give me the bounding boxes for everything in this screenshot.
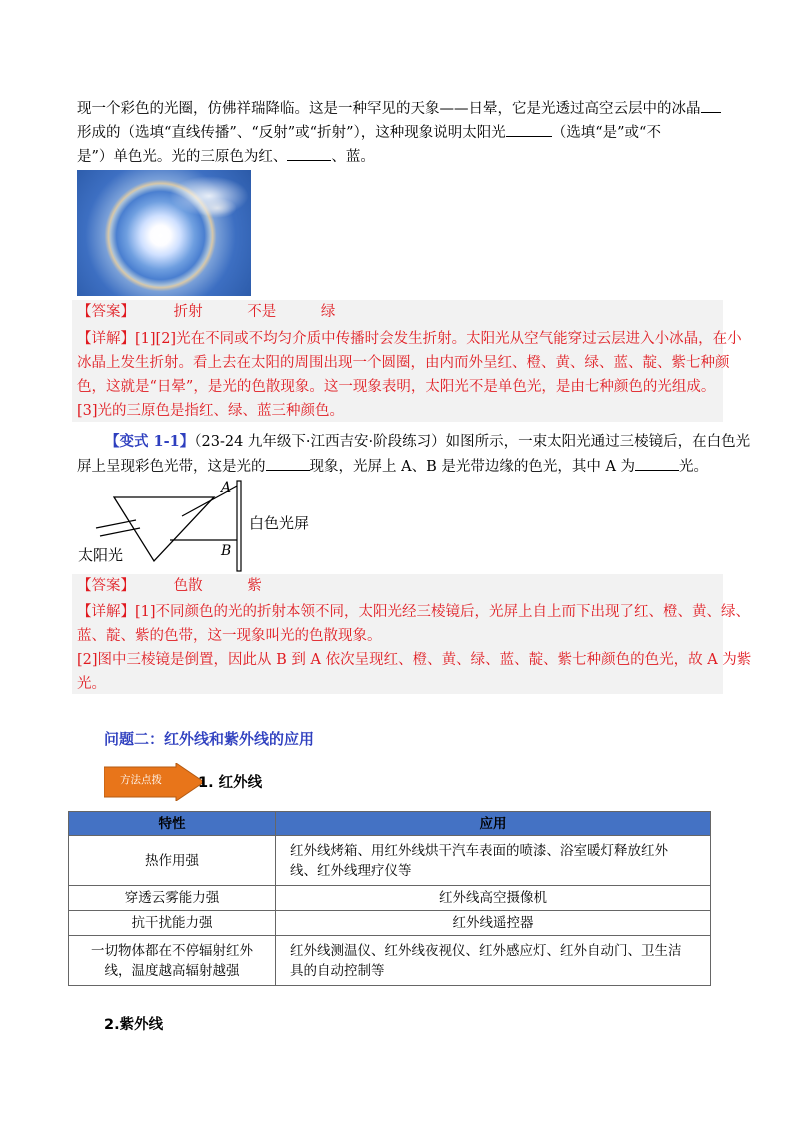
detail-1-line-2: 冰晶上发生折射。看上去在太阳的周围出现一个圆圈，由内而外呈红、橙、黄、绿、蓝、靛、紫七种颜 (77, 355, 730, 371)
section-2-title: 问题二：红外线和紫外线的应用 (104, 730, 315, 748)
label-b: B (221, 543, 232, 559)
table-row (69, 836, 711, 886)
method-badge-label: 方法点拨 (120, 774, 162, 786)
blank-5 (635, 456, 679, 471)
answer-1-line: 【答案】 折射 不是 绿 (77, 304, 336, 320)
detail-2-line-3: [2]图中三棱镜是倒置，因此从 B 到 A 依次呈现红、橙、黄、绿、蓝、靛、紫七种颜色的色光，故 A 为紫 (77, 652, 752, 668)
detail-2-line-1: 【详解】[1]不同颜色的光的折射本领不同，太阳光经三棱镜后，光屏上自上而下出现了红、橙、黄、绿、 (77, 604, 751, 620)
label-a: A (221, 480, 232, 496)
blank-3 (287, 146, 331, 161)
detail-2-line-2: 蓝、靛、紫的色带，这一现象叫光的色散现象。 (77, 628, 382, 644)
table-row (69, 936, 711, 986)
subsection-infrared: 1. 红外线 (198, 775, 263, 791)
white-screen (237, 481, 241, 571)
blank-1 (701, 98, 721, 113)
screen-label: 白色光屏 (249, 514, 310, 532)
incoming-ray-1 (96, 520, 136, 528)
intro-line-2: 形成的（选填“直线传播”、“反射”或“折射”），这种现象说明太阳光 （选填“是”或“不 (77, 122, 661, 143)
variant-tag: 【变式 1-1】 (105, 433, 195, 450)
subsection-ultraviolet: 2.紫外线 (104, 1017, 164, 1033)
table-row (69, 911, 711, 936)
infrared-table (68, 811, 711, 986)
variant-line-2: 屏上呈现彩色光带，这是光的 现象，光屏上 A、B 是光带边缘的色光，其中 A 为 光。 (77, 456, 708, 477)
incoming-ray-2 (100, 528, 140, 536)
intro-line-3: 是”）单色光。光的三原色为红、 、蓝。 (77, 146, 375, 167)
detail-1-line-1: 【详解】[1][2]光在不同或不均匀介质中传播时会发生折射。太阳光从空气能穿过云层进入小冰晶，在小 (77, 331, 742, 347)
header-application: 应用 (276, 812, 711, 836)
blank-2 (506, 122, 552, 137)
application-cell: 红外线测温仪、红外线夜视仪、红外感应灯、红外自动门、卫生洁 具的自动控制等 (276, 936, 711, 986)
header-feature: 特性 (69, 812, 276, 836)
sun-halo-photo (77, 170, 251, 296)
sun-label: 太阳光 (78, 546, 124, 564)
detail-1-line-4: [3]光的三原色是指红、绿、蓝三种颜色。 (77, 403, 345, 419)
application-cell: 红外线遥控器 (276, 911, 711, 936)
answer-2-line: 【答案】 色散 紫 (77, 578, 262, 594)
variant-line-1: 【变式 1-1】（23-24 九年级下·江西吉安·阶段练习）如图所示，一束太阳光通过三棱镜后，在白色光 (105, 433, 751, 450)
blank-4 (266, 456, 310, 471)
feature-cell: 一切物体都在不停辐射红外 线，温度越高辐射越强 (69, 936, 276, 986)
detail-2-line-4: 光。 (77, 676, 106, 692)
table-header-row (69, 812, 711, 836)
application-cell: 红外线烤箱、用红外线烘干汽车表面的喷漆、浴室暖灯释放红外 线、红外线理疗仪等 (276, 836, 711, 886)
application-cell: 红外线高空摄像机 (276, 886, 711, 911)
intro-line-1: 现一个彩色的光圈，仿佛祥瑞降临。这是一种罕见的天象——日晕，它是光透过高空云层中的冰晶 (77, 98, 721, 119)
table-row (69, 886, 711, 911)
feature-cell: 热作用强 (69, 836, 276, 886)
feature-cell: 穿透云雾能力强 (69, 886, 276, 911)
feature-cell: 抗干扰能力强 (69, 911, 276, 936)
detail-1-line-3: 色，这就是“日晕”，是光的色散现象。这一现象表明，太阳光不是单色光，是由七种颜色的光组成。 (77, 379, 716, 395)
